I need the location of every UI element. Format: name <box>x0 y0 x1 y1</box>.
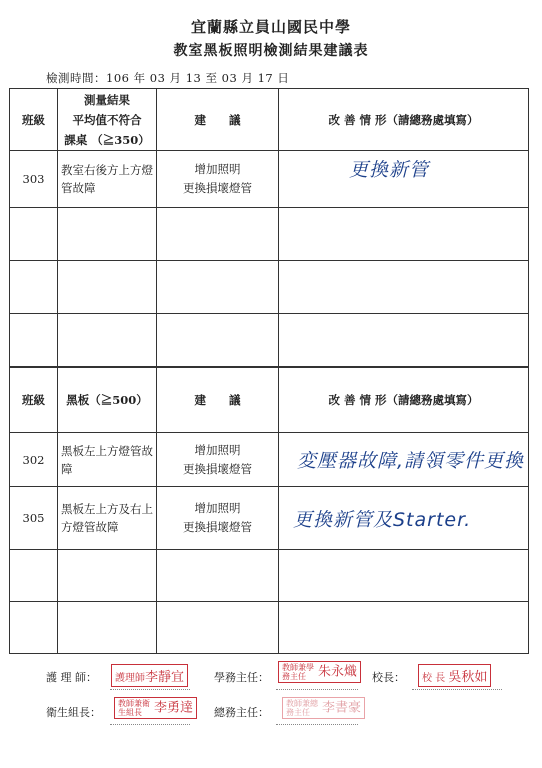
table-row <box>10 151 529 208</box>
student-affairs-signature-line <box>276 689 358 690</box>
handwritten-improvement: 変壓器故障,請領零件更換 <box>297 450 525 472</box>
col-improve-header: 改 善 情 形（請總務處填寫） <box>279 89 529 151</box>
report-title: 教室黑板照明檢測結果建議表 <box>173 43 369 59</box>
table-row <box>10 433 529 487</box>
suggest-cell: 增加照明 更換損壞燈管 <box>157 151 279 208</box>
general-affairs-stamp: 教師兼總務主任 李書豪 <box>282 697 365 719</box>
result-cell: 黑板左上方燈管故障 <box>58 433 157 487</box>
health-label: 衛生組長： <box>46 706 101 719</box>
blackboard-lighting-table <box>9 367 529 654</box>
suggest-cell: 增加照明 更換損壞燈管 <box>157 487 279 550</box>
result-cell: 教室右後方上方燈管故障 <box>58 151 157 208</box>
health-signature-line <box>110 724 190 725</box>
table-row <box>10 550 529 602</box>
improve-cell <box>279 433 529 487</box>
health-stamp: 教師兼衛生組長 李勇達 <box>114 697 197 719</box>
principal-signature-line <box>412 689 502 690</box>
col-suggest-header: 建 議 <box>157 89 279 151</box>
nurse-label: 護 理 師： <box>46 671 97 684</box>
improve-cell <box>279 487 529 550</box>
general-affairs-label: 總務主任： <box>214 706 269 719</box>
principal-stamp: 校 長 吳秋如 <box>418 664 491 687</box>
handwritten-improvement: 更換新管 <box>349 159 430 181</box>
general-affairs-signature-line <box>276 724 358 725</box>
nurse-signature-line <box>110 689 190 690</box>
nurse-stamp: 護理師李靜宜 <box>111 664 188 687</box>
inspection-period: 檢測時間：106 年 03 月 13 至 03 月 17 日 <box>46 71 290 85</box>
table-row <box>10 487 529 550</box>
table-row <box>10 208 529 261</box>
handwritten-improvement: 更換新管及Starter. <box>293 508 472 531</box>
table-row <box>10 314 529 367</box>
student-affairs-label: 學務主任： <box>214 671 269 684</box>
improve-cell <box>279 151 529 208</box>
class-cell: 302 <box>10 433 58 487</box>
table-row <box>10 602 529 654</box>
col-class-header: 班級 <box>10 368 58 433</box>
desk-lighting-table <box>9 88 529 367</box>
student-affairs-stamp: 教師兼學務主任 朱永熾 <box>278 661 361 683</box>
school-name: 宜蘭縣立員山國民中學 <box>190 18 351 36</box>
col-suggest-header: 建 議 <box>157 368 279 433</box>
class-cell: 305 <box>10 487 58 550</box>
col-class-header: 班級 <box>10 89 58 151</box>
suggest-cell: 增加照明 更換損壞燈管 <box>157 433 279 487</box>
principal-label: 校長： <box>372 671 405 684</box>
table-row <box>10 261 529 314</box>
col-improve-header: 改 善 情 形（請總務處填寫） <box>279 368 529 433</box>
table-header-row <box>10 89 529 151</box>
class-cell: 303 <box>10 151 58 208</box>
result-cell: 黑板左上方及右上方燈管故障 <box>58 487 157 550</box>
table-header-row <box>10 368 529 433</box>
col-result-header: 黑板（≧500） <box>58 368 157 433</box>
col-result-header: 測量結果 平均值不符合 課桌 （≧350） <box>58 89 157 151</box>
